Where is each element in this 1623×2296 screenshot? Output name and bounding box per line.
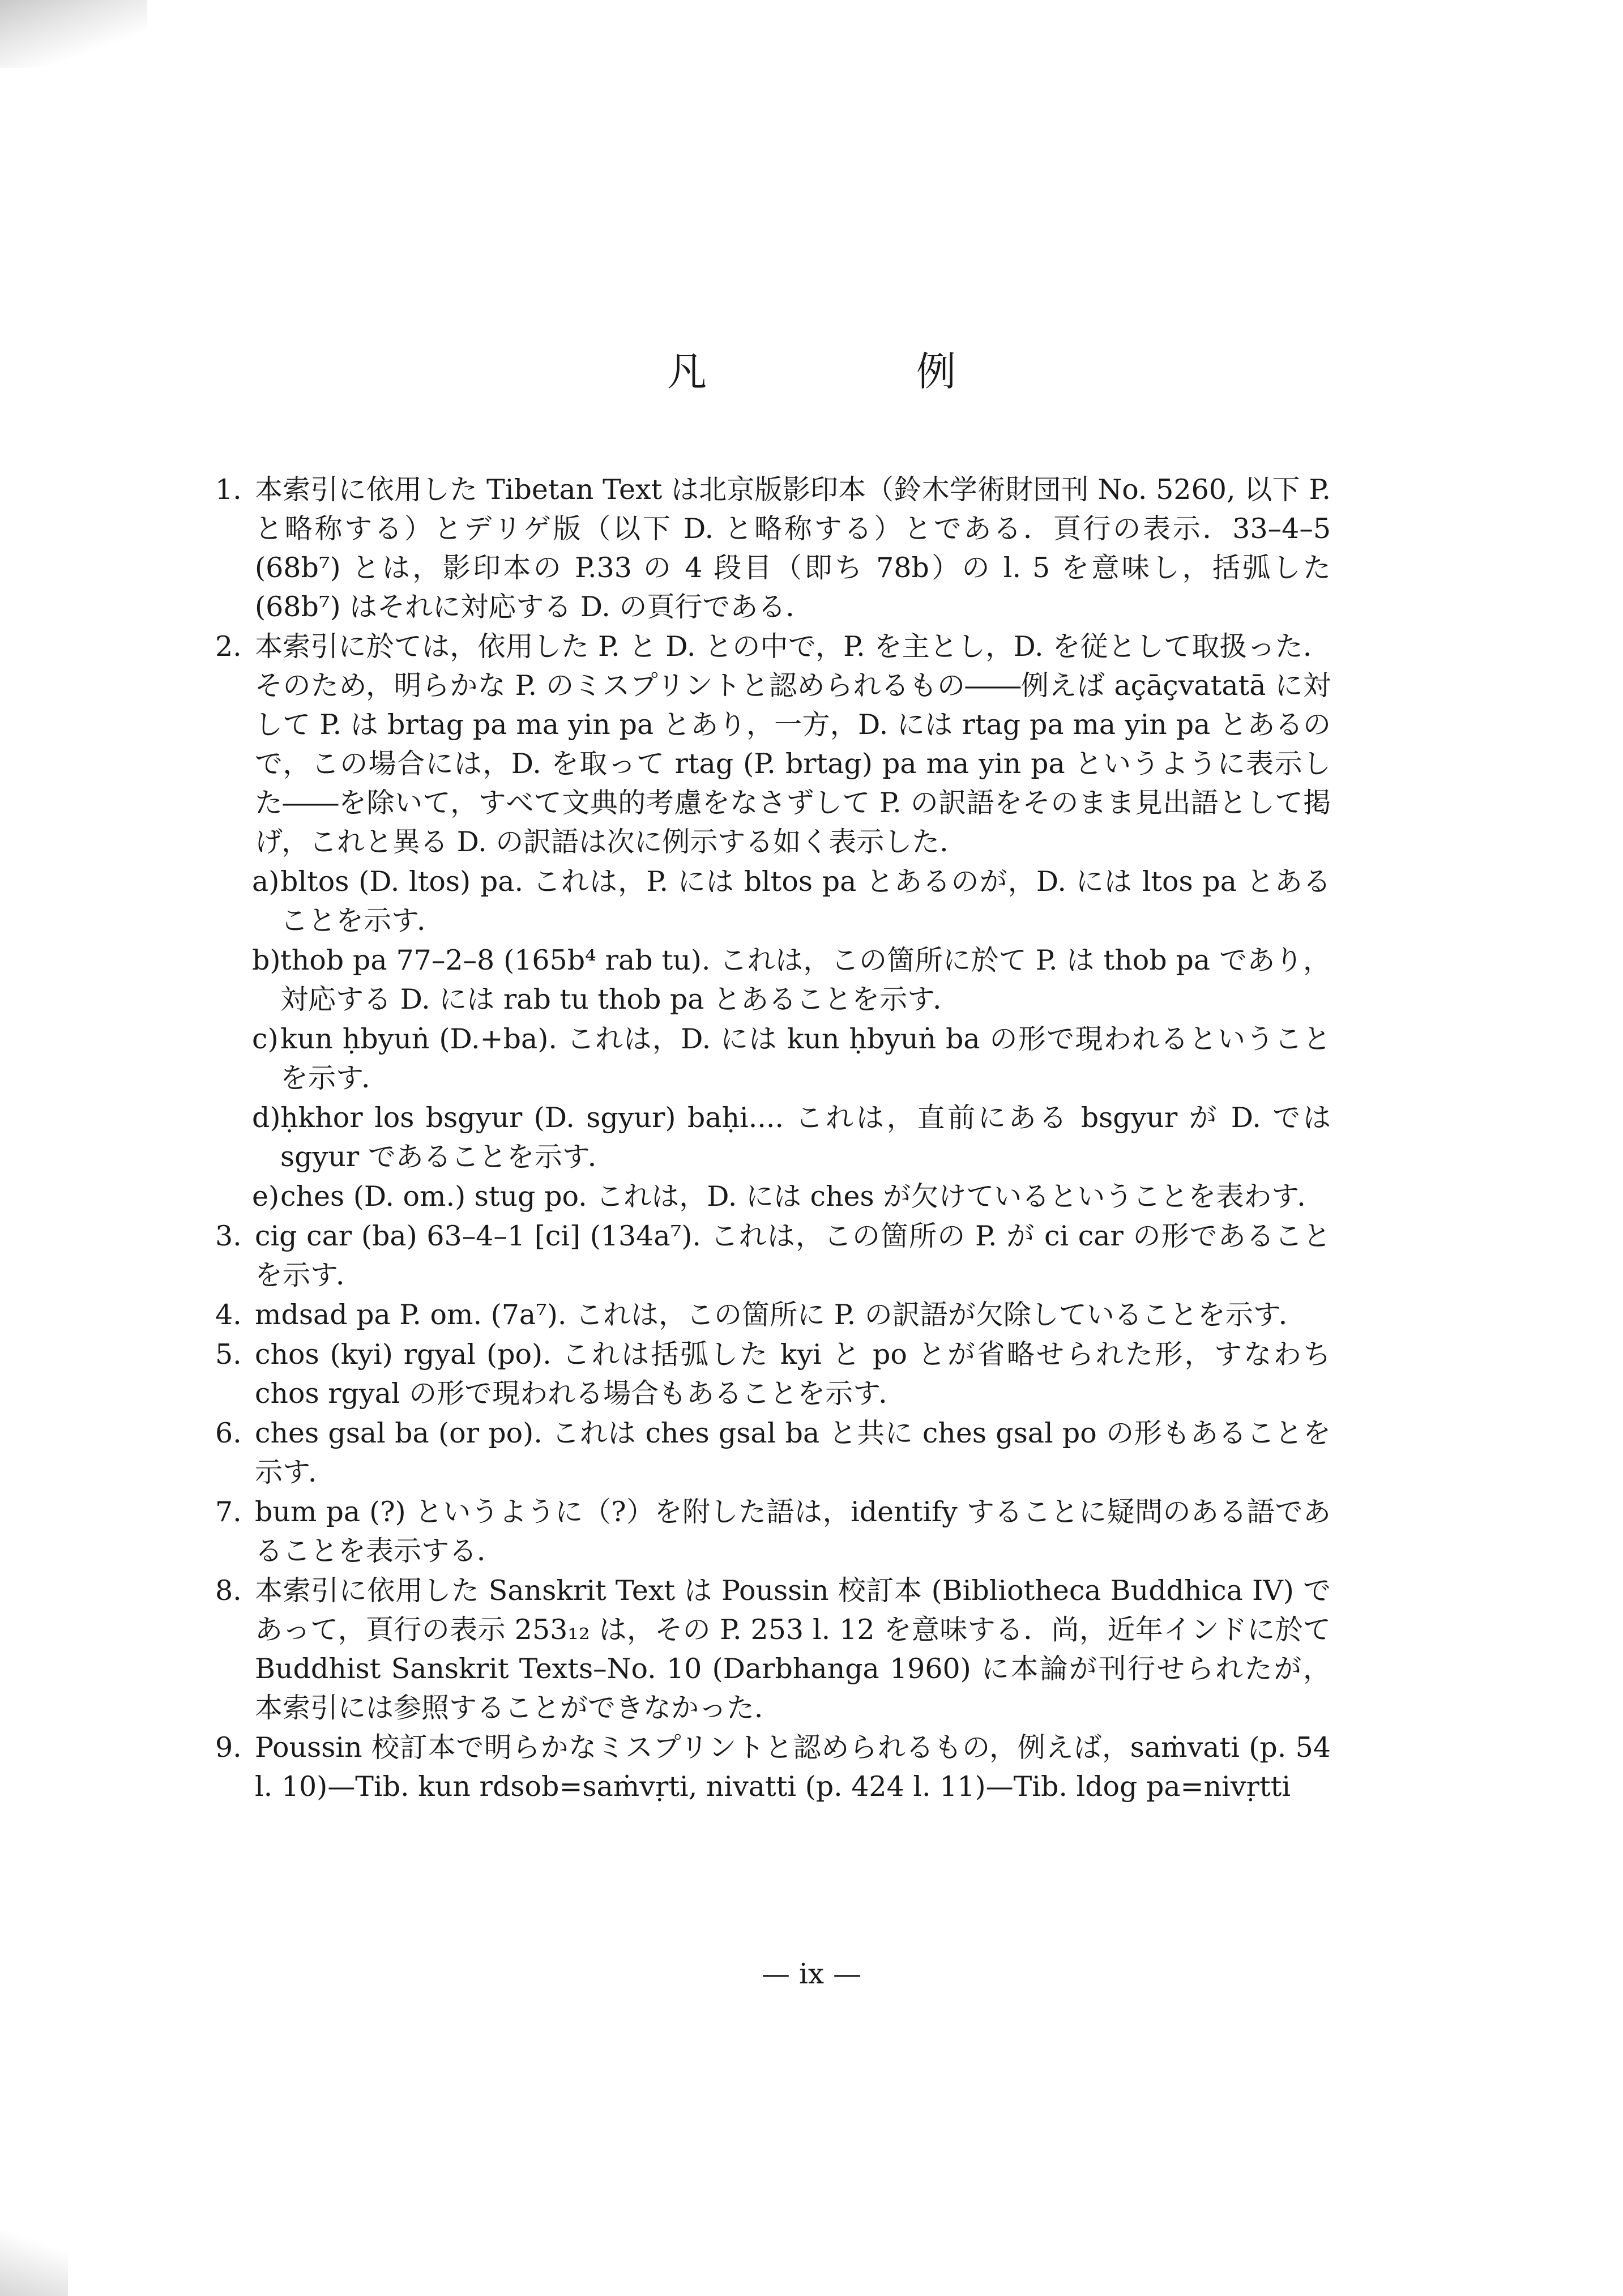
note-text: 本索引に依用した Sanskrit Text は Poussin 校訂本 (Bibliotheca Buddhica IV) であって，頁行の表示 253₁₂ は，その P. 253 l. 12 を意味する．尚，近年インドに於て Buddhist Sanskrit Texts–No. 10 (Darbhanga 1960) に本論が刊行せられたが，本索引には参照することができなかった．	[255, 1574, 1331, 1724]
note-number: 9.	[215, 1731, 242, 1764]
note-item	[215, 1728, 1331, 1806]
note-number: 2.	[215, 630, 242, 663]
note-number: 5.	[215, 1338, 242, 1371]
sub-note-label: a)	[252, 865, 280, 898]
note-number: 7.	[215, 1496, 242, 1528]
note-item	[215, 1335, 1331, 1413]
note-number: 8.	[215, 1574, 242, 1607]
sub-note-label: b)	[252, 944, 281, 976]
note-text: Poussin 校訂本で明らかなミスプリントと認められるもの，例えば，saṁvati (p. 54 l. 10)—Tib. kun rdsob=saṁvṛti, nivatti (p. 424 l. 11)—Tib. ldog pa=nivṛtti	[255, 1731, 1331, 1803]
note-text: bum pa (?) というように（?）を附した語は，identify することに疑問のある語であることを表示する．	[255, 1496, 1331, 1567]
notes-body	[215, 470, 1331, 1807]
note-item	[215, 1492, 1331, 1571]
note-item	[215, 627, 1331, 861]
sub-note-item	[215, 1019, 1331, 1098]
page-number: — ix —	[762, 1957, 861, 1990]
sub-note-item	[215, 862, 1331, 940]
note-item	[215, 1295, 1331, 1334]
note-text: ches gsal ba (or po). これは ches gsal ba と共に ches gsal po の形もあることを示す．	[255, 1417, 1331, 1488]
note-number: 1.	[215, 473, 242, 506]
note-item	[215, 1217, 1331, 1295]
note-text: chos (kyi) rgyal (po). これは括弧した kyi と po とが省略せられた形，すなわち chos rgyal の形で現われる場合もあることを示す．	[255, 1338, 1331, 1410]
note-text: 本索引に於ては，依用した P. と D. との中で，P. を主とし，D. を従として取扱った．そのため，明らかな P. のミスプリントと認められるもの――例えば açāçvatatā に対して P. は brtag pa ma yin pa とあり，一方，D. には rtag pa ma yin pa とあるので，この場合には，D. を取って rtag (P. brtag) pa ma yin pa というように表示した――を除いて，すべて文典的考慮をなさずして P. の訳語をそのまま見出語として掲げ，これと異る D. の訳語は次に例示する如く表示した．	[255, 630, 1331, 858]
note-number: 4.	[215, 1299, 242, 1331]
note-number: 6.	[215, 1417, 242, 1449]
note-item	[215, 1571, 1331, 1727]
note-text: mdsad pa P. om. (7a⁷). これは，この箇所に P. の訳語が欠除していることを示す．	[255, 1299, 1306, 1331]
sub-note-label: c)	[252, 1023, 279, 1055]
note-item	[215, 1414, 1331, 1492]
note-text: cig car (ba) 63–4–1 [ci] (134a⁷). これは，この箇所の P. が ci car の形であることを示す．	[255, 1220, 1331, 1291]
sub-note-text: kun ḥbyuṅ (D.+ba). これは，D. には kun ḥbyuṅ ba の形で現われるということを示す．	[280, 1023, 1331, 1094]
sub-note-item	[215, 1177, 1331, 1216]
sub-note-text: ḥkhor los bsgyur (D. sgyur) baḥi.... これは，直前にある bsgyur が D. では sgyur であることを示す．	[280, 1102, 1331, 1173]
scan-shadow-bottom	[0, 2222, 68, 2296]
note-item	[215, 470, 1331, 626]
sub-note-text: thob pa 77–2–8 (165b⁴ rab tu). これは，この箇所に於て P. は thob pa であり，対応する D. には rab tu thob pa とあることを示す．	[280, 944, 1331, 1015]
sub-note-text: ches (D. om.) stug po. これは，D. には ches が欠けているということを表わす．	[280, 1180, 1325, 1213]
page-title: 凡 例	[667, 348, 1041, 395]
sub-note-item	[215, 941, 1331, 1019]
note-number: 3.	[215, 1220, 242, 1252]
scan-shadow-top	[0, 0, 147, 68]
sub-note-text: bltos (D. ltos) pa. これは，P. には bltos pa とあるのが，D. には ltos pa とあることを示す．	[280, 865, 1331, 937]
sub-note-item	[215, 1098, 1331, 1176]
note-text: 本索引に依用した Tibetan Text は北京版影印本（鈴木学術財団刊 No. 5260, 以下 P. と略称する）とデリゲ版（以下 D. と略称する）とである．頁行の表示．33–4–5 (68b⁷) とは，影印本の P.33 の 4 段目（即ち 78b）の l. 5 を意味し，括弧した (68b⁷) はそれに対応する D. の頁行である．	[255, 473, 1331, 623]
sub-note-label: e)	[252, 1180, 280, 1213]
sub-note-label: d)	[252, 1102, 281, 1134]
